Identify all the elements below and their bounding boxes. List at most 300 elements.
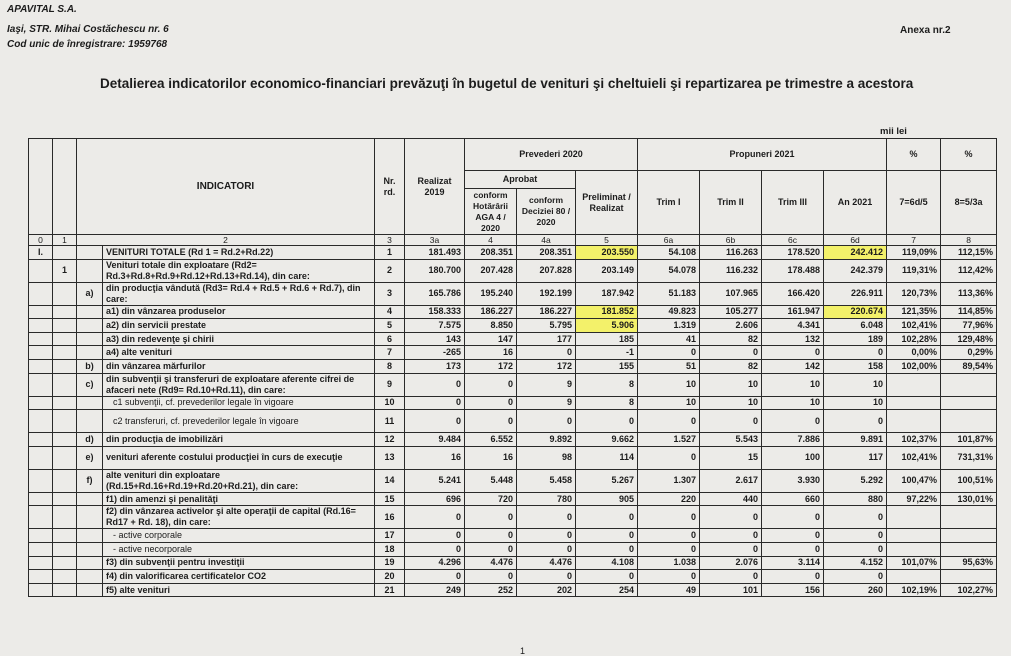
table-row (29, 359, 997, 373)
row-number: 18 (375, 542, 405, 556)
row-level-2: e) (77, 446, 103, 469)
row-level-1 (53, 583, 77, 597)
column-index-cell: 7 (887, 235, 941, 246)
header-aprobat: Aprobat (465, 171, 576, 189)
value-cell: 440 (700, 492, 762, 506)
value-cell: 220 (638, 492, 700, 506)
value-cell: 10 (700, 373, 762, 396)
value-cell: 51.183 (638, 282, 700, 305)
value-cell: 10 (762, 373, 824, 396)
column-index-cell: 1 (53, 235, 77, 246)
row-number: 3 (375, 282, 405, 305)
row-level-1 (53, 396, 77, 410)
value-cell: 0 (405, 506, 465, 529)
header-trim2: Trim II (700, 171, 762, 235)
table-row (29, 492, 997, 506)
value-cell: 0 (517, 529, 576, 543)
row-level-2 (77, 410, 103, 433)
row-label: f4) din valorificarea certificatelor CO2 (103, 570, 375, 584)
row-level-1 (53, 410, 77, 433)
table-row (29, 570, 997, 584)
value-cell: 0 (517, 506, 576, 529)
value-cell: 0 (824, 410, 887, 433)
value-cell: 113,36% (941, 282, 997, 305)
table-row (29, 469, 997, 492)
row-number: 19 (375, 556, 405, 570)
company-address: Iaşi, STR. Mihai Costăchescu nr. 6 (7, 24, 169, 35)
row-number: 17 (375, 529, 405, 543)
row-level-0 (29, 396, 53, 410)
column-index-cell: 3a (405, 235, 465, 246)
value-cell: 97,22% (887, 492, 941, 506)
value-cell: 186.227 (465, 305, 517, 319)
page-title: Detalierea indicatorilor economico-financiari prevăzuţi în bugetul de venituri şi cheltuieli şi repartizarea pe trimestre a acestora (100, 76, 914, 91)
value-cell: 0 (700, 346, 762, 360)
row-level-2: a) (77, 282, 103, 305)
value-cell: 1.527 (638, 433, 700, 447)
value-cell (887, 410, 941, 433)
value-cell: 9.891 (824, 433, 887, 447)
value-cell: 0 (762, 346, 824, 360)
value-cell: 10 (638, 373, 700, 396)
row-number: 11 (375, 410, 405, 433)
row-label: din producţia de imobilizări (103, 433, 375, 447)
value-cell: 9.892 (517, 433, 576, 447)
value-cell: 880 (824, 492, 887, 506)
row-level-1 (53, 529, 77, 543)
row-label: din subvenţii şi transferuri de exploatare aferente cifrei de afaceri nete (Rd9= Rd.10+Rd.11), din care: (103, 373, 375, 396)
value-cell: 142 (762, 359, 824, 373)
row-level-0 (29, 542, 53, 556)
value-cell: 129,48% (941, 332, 997, 346)
value-cell: 102,27% (941, 583, 997, 597)
header-propuneri: Propuneri 2021 (638, 139, 887, 171)
row-number: 10 (375, 396, 405, 410)
value-cell: 178.488 (762, 259, 824, 282)
table-row (29, 246, 997, 260)
value-cell: 0 (700, 570, 762, 584)
value-cell: 10 (700, 396, 762, 410)
value-cell: 2.076 (700, 556, 762, 570)
value-cell: 8 (576, 373, 638, 396)
value-cell: 15 (700, 446, 762, 469)
value-cell: 0 (465, 410, 517, 433)
table-row (29, 396, 997, 410)
table-row (29, 446, 997, 469)
value-cell: 0 (700, 410, 762, 433)
value-cell: 177 (517, 332, 576, 346)
value-cell: 143 (405, 332, 465, 346)
table-row (29, 542, 997, 556)
row-level-0 (29, 305, 53, 319)
row-level-2: f) (77, 469, 103, 492)
value-cell: 0 (762, 542, 824, 556)
table-row (29, 556, 997, 570)
header-trim1: Trim I (638, 171, 700, 235)
company-code: Cod unic de înregistrare: 1959768 (7, 39, 168, 50)
value-cell: 0 (405, 570, 465, 584)
header-nr-rd: Nr. rd. (375, 139, 405, 235)
row-level-1 (53, 433, 77, 447)
value-cell: 101 (700, 583, 762, 597)
value-cell: 116.263 (700, 246, 762, 260)
value-cell: 207.828 (517, 259, 576, 282)
row-level-0 (29, 259, 53, 282)
value-cell: 0 (576, 542, 638, 556)
value-cell (941, 506, 997, 529)
row-level-2 (77, 492, 103, 506)
row-number: 12 (375, 433, 405, 447)
value-cell: 156 (762, 583, 824, 597)
value-cell: 0 (405, 410, 465, 433)
row-number: 7 (375, 346, 405, 360)
column-index-cell: 3 (375, 235, 405, 246)
value-cell: 102,19% (887, 583, 941, 597)
value-cell (941, 529, 997, 543)
value-cell: 186.227 (517, 305, 576, 319)
header-prevederi: Prevederi 2020 (465, 139, 638, 171)
row-number: 5 (375, 319, 405, 333)
table-row (29, 319, 997, 333)
row-level-2 (77, 259, 103, 282)
row-number: 8 (375, 359, 405, 373)
row-number: 1 (375, 246, 405, 260)
value-cell: 166.420 (762, 282, 824, 305)
value-cell: 0 (517, 570, 576, 584)
row-label: f5) alte venituri (103, 583, 375, 597)
row-level-2 (77, 332, 103, 346)
value-cell: 102,41% (887, 446, 941, 469)
value-cell: 10 (824, 396, 887, 410)
row-level-0 (29, 346, 53, 360)
value-cell: 254 (576, 583, 638, 597)
value-cell: 158.333 (405, 305, 465, 319)
row-level-2 (77, 556, 103, 570)
value-cell (887, 373, 941, 396)
value-cell: 16 (465, 346, 517, 360)
value-cell: 5.292 (824, 469, 887, 492)
row-level-1 (53, 542, 77, 556)
row-level-0 (29, 446, 53, 469)
value-cell: 226.911 (824, 282, 887, 305)
value-cell: 0 (405, 529, 465, 543)
value-cell: 187.942 (576, 282, 638, 305)
value-cell: 102,41% (887, 319, 941, 333)
row-label: - active corporale (103, 529, 375, 543)
header-indicatori: INDICATORI (77, 139, 375, 235)
value-cell: 4.476 (465, 556, 517, 570)
value-cell: 121,35% (887, 305, 941, 319)
column-index-cell: 6a (638, 235, 700, 246)
value-cell: 161.947 (762, 305, 824, 319)
annex-label: Anexa nr.2 (900, 25, 951, 36)
row-level-2 (77, 542, 103, 556)
value-cell: 0 (762, 506, 824, 529)
value-cell: 102,28% (887, 332, 941, 346)
value-cell: 2.617 (700, 469, 762, 492)
value-cell: 252 (465, 583, 517, 597)
table-row (29, 259, 997, 282)
table-row (29, 506, 997, 529)
row-level-1 (53, 359, 77, 373)
budget-table (28, 138, 997, 597)
row-level-1 (53, 332, 77, 346)
header-an: An 2021 (824, 171, 887, 235)
value-cell: 5.906 (576, 319, 638, 333)
value-cell: 5.267 (576, 469, 638, 492)
value-cell: 249 (405, 583, 465, 597)
row-number: 4 (375, 305, 405, 319)
row-label: a2) din servicii prestate (103, 319, 375, 333)
row-number: 20 (375, 570, 405, 584)
value-cell: 9.662 (576, 433, 638, 447)
value-cell: 0 (824, 506, 887, 529)
page-number: 1 (520, 646, 526, 656)
row-level-2: d) (77, 433, 103, 447)
column-index-cell: 5 (576, 235, 638, 246)
row-label: f3) din subvenţii pentru investiţii (103, 556, 375, 570)
value-cell: 54.078 (638, 259, 700, 282)
value-cell: 660 (762, 492, 824, 506)
value-cell: 0 (638, 506, 700, 529)
value-cell: 100,51% (941, 469, 997, 492)
value-cell: 0 (700, 529, 762, 543)
header-conform-aga: conform Hotărârii AGA 4 / 2020 (465, 189, 517, 235)
row-level-1: 1 (53, 259, 77, 282)
value-cell: 116.232 (700, 259, 762, 282)
value-cell: 7.575 (405, 319, 465, 333)
value-cell: 0 (465, 529, 517, 543)
value-cell: 10 (638, 396, 700, 410)
row-level-0 (29, 506, 53, 529)
value-cell: 102,37% (887, 433, 941, 447)
value-cell: 95,63% (941, 556, 997, 570)
row-level-0 (29, 332, 53, 346)
row-number: 13 (375, 446, 405, 469)
value-cell: 82 (700, 359, 762, 373)
value-cell: 731,31% (941, 446, 997, 469)
value-cell: 0 (638, 410, 700, 433)
value-cell: 112,15% (941, 246, 997, 260)
row-level-2 (77, 305, 103, 319)
value-cell: 0 (405, 396, 465, 410)
row-level-0 (29, 529, 53, 543)
row-level-1 (53, 446, 77, 469)
value-cell: 5.795 (517, 319, 576, 333)
value-cell (941, 410, 997, 433)
value-cell: 10 (762, 396, 824, 410)
row-label: f1) din amenzi şi penalităţi (103, 492, 375, 506)
value-cell: 114 (576, 446, 638, 469)
value-cell: 1.307 (638, 469, 700, 492)
row-level-2 (77, 346, 103, 360)
value-cell: 4.296 (405, 556, 465, 570)
value-cell: 220.674 (824, 305, 887, 319)
value-cell: 8 (576, 396, 638, 410)
column-index-cell: 6b (700, 235, 762, 246)
row-label: a1) din vânzarea produselor (103, 305, 375, 319)
row-label: venituri aferente costului producţiei în curs de execuţie (103, 446, 375, 469)
value-cell: 173 (405, 359, 465, 373)
value-cell: 207.428 (465, 259, 517, 282)
table-row (29, 346, 997, 360)
value-cell: 10 (824, 373, 887, 396)
value-cell: 192.199 (517, 282, 576, 305)
value-cell: 0 (576, 506, 638, 529)
row-label: din vânzarea mărfurilor (103, 359, 375, 373)
value-cell: 0 (638, 346, 700, 360)
row-level-1 (53, 305, 77, 319)
value-cell: 0 (762, 570, 824, 584)
value-cell (941, 396, 997, 410)
row-level-2 (77, 319, 103, 333)
value-cell: 202 (517, 583, 576, 597)
value-cell: 242.412 (824, 246, 887, 260)
value-cell: 195.240 (465, 282, 517, 305)
value-cell: 8.850 (465, 319, 517, 333)
value-cell: 1.038 (638, 556, 700, 570)
column-index-cell: 6c (762, 235, 824, 246)
value-cell: 77,96% (941, 319, 997, 333)
column-index-cell: 8 (941, 235, 997, 246)
row-level-1 (53, 492, 77, 506)
value-cell (887, 529, 941, 543)
value-cell: 0 (576, 529, 638, 543)
value-cell: -1 (576, 346, 638, 360)
value-cell: 4.108 (576, 556, 638, 570)
value-cell: 5.458 (517, 469, 576, 492)
row-level-2 (77, 396, 103, 410)
row-level-0 (29, 282, 53, 305)
column-index-cell: 4a (517, 235, 576, 246)
row-label: alte venituri din exploatare (Rd.15+Rd.16+Rd.19+Rd.20+Rd.21), din care: (103, 469, 375, 492)
header-preliminat: Preliminat / Realizat (576, 171, 638, 235)
value-cell: 260 (824, 583, 887, 597)
row-number: 2 (375, 259, 405, 282)
value-cell: 119,31% (887, 259, 941, 282)
value-cell: 101,87% (941, 433, 997, 447)
value-cell: 3.114 (762, 556, 824, 570)
value-cell: 0 (465, 373, 517, 396)
value-cell: 0 (638, 570, 700, 584)
row-level-1 (53, 506, 77, 529)
row-level-0 (29, 319, 53, 333)
value-cell: 4.152 (824, 556, 887, 570)
value-cell: 905 (576, 492, 638, 506)
value-cell: 54.108 (638, 246, 700, 260)
value-cell: 16 (405, 446, 465, 469)
row-level-0 (29, 373, 53, 396)
value-cell: 172 (517, 359, 576, 373)
row-level-2 (77, 506, 103, 529)
row-level-1 (53, 319, 77, 333)
row-level-2 (77, 583, 103, 597)
value-cell: 89,54% (941, 359, 997, 373)
value-cell: 203.550 (576, 246, 638, 260)
value-cell: 180.700 (405, 259, 465, 282)
row-label: c1 subvenţii, cf. prevederilor legale în vigoare (103, 396, 375, 410)
value-cell: 120,73% (887, 282, 941, 305)
value-cell: 0 (824, 570, 887, 584)
value-cell: 0 (517, 542, 576, 556)
value-cell (887, 506, 941, 529)
row-number: 21 (375, 583, 405, 597)
row-label: c2 transferuri, cf. prevederilor legale în vigoare (103, 410, 375, 433)
value-cell: 117 (824, 446, 887, 469)
header-f2: 8=5/3a (941, 171, 997, 235)
row-label: VENITURI TOTALE (Rd 1 = Rd.2+Rd.22) (103, 246, 375, 260)
row-label: a3) din redevenţe şi chirii (103, 332, 375, 346)
value-cell: 9 (517, 396, 576, 410)
header-realizat: Realizat 2019 (405, 139, 465, 235)
value-cell: 102,00% (887, 359, 941, 373)
table-row (29, 373, 997, 396)
row-level-1 (53, 556, 77, 570)
row-level-0: I. (29, 246, 53, 260)
header-trim3: Trim III (762, 171, 824, 235)
row-level-1 (53, 346, 77, 360)
row-label: a4) alte venituri (103, 346, 375, 360)
value-cell: 0 (465, 506, 517, 529)
header-pct1: % (887, 139, 941, 171)
value-cell: 6.048 (824, 319, 887, 333)
value-cell: 0,00% (887, 346, 941, 360)
row-level-0 (29, 570, 53, 584)
value-cell: 720 (465, 492, 517, 506)
table-row (29, 583, 997, 597)
value-cell: 49 (638, 583, 700, 597)
value-cell: 114,85% (941, 305, 997, 319)
value-cell: 0 (824, 346, 887, 360)
value-cell: 178.520 (762, 246, 824, 260)
value-cell: 119,09% (887, 246, 941, 260)
row-level-1 (53, 570, 77, 584)
value-cell: 181.852 (576, 305, 638, 319)
value-cell: 4.341 (762, 319, 824, 333)
value-cell: 100,47% (887, 469, 941, 492)
value-cell: 172 (465, 359, 517, 373)
value-cell: 7.886 (762, 433, 824, 447)
table-row (29, 529, 997, 543)
value-cell: 0 (824, 542, 887, 556)
row-label: din producţia vândută (Rd3= Rd.4 + Rd.5 + Rd.6 + Rd.7), din care: (103, 282, 375, 305)
column-index-cell: 6d (824, 235, 887, 246)
row-level-2: c) (77, 373, 103, 396)
value-cell: 9.484 (405, 433, 465, 447)
value-cell: 0 (465, 570, 517, 584)
row-level-0 (29, 583, 53, 597)
row-number: 6 (375, 332, 405, 346)
value-cell: 9 (517, 373, 576, 396)
value-cell: 0 (517, 346, 576, 360)
value-cell: 2.606 (700, 319, 762, 333)
value-cell: 185 (576, 332, 638, 346)
value-cell: 0 (576, 410, 638, 433)
row-level-0 (29, 556, 53, 570)
value-cell: 147 (465, 332, 517, 346)
value-cell: 100 (762, 446, 824, 469)
table-row (29, 282, 997, 305)
row-level-0 (29, 359, 53, 373)
header-pct2: % (941, 139, 997, 171)
value-cell: 0 (465, 542, 517, 556)
value-cell: 5.448 (465, 469, 517, 492)
value-cell (887, 396, 941, 410)
row-level-0 (29, 410, 53, 433)
unit-label: mii lei (880, 126, 907, 137)
table-row (29, 410, 997, 433)
row-level-0 (29, 433, 53, 447)
